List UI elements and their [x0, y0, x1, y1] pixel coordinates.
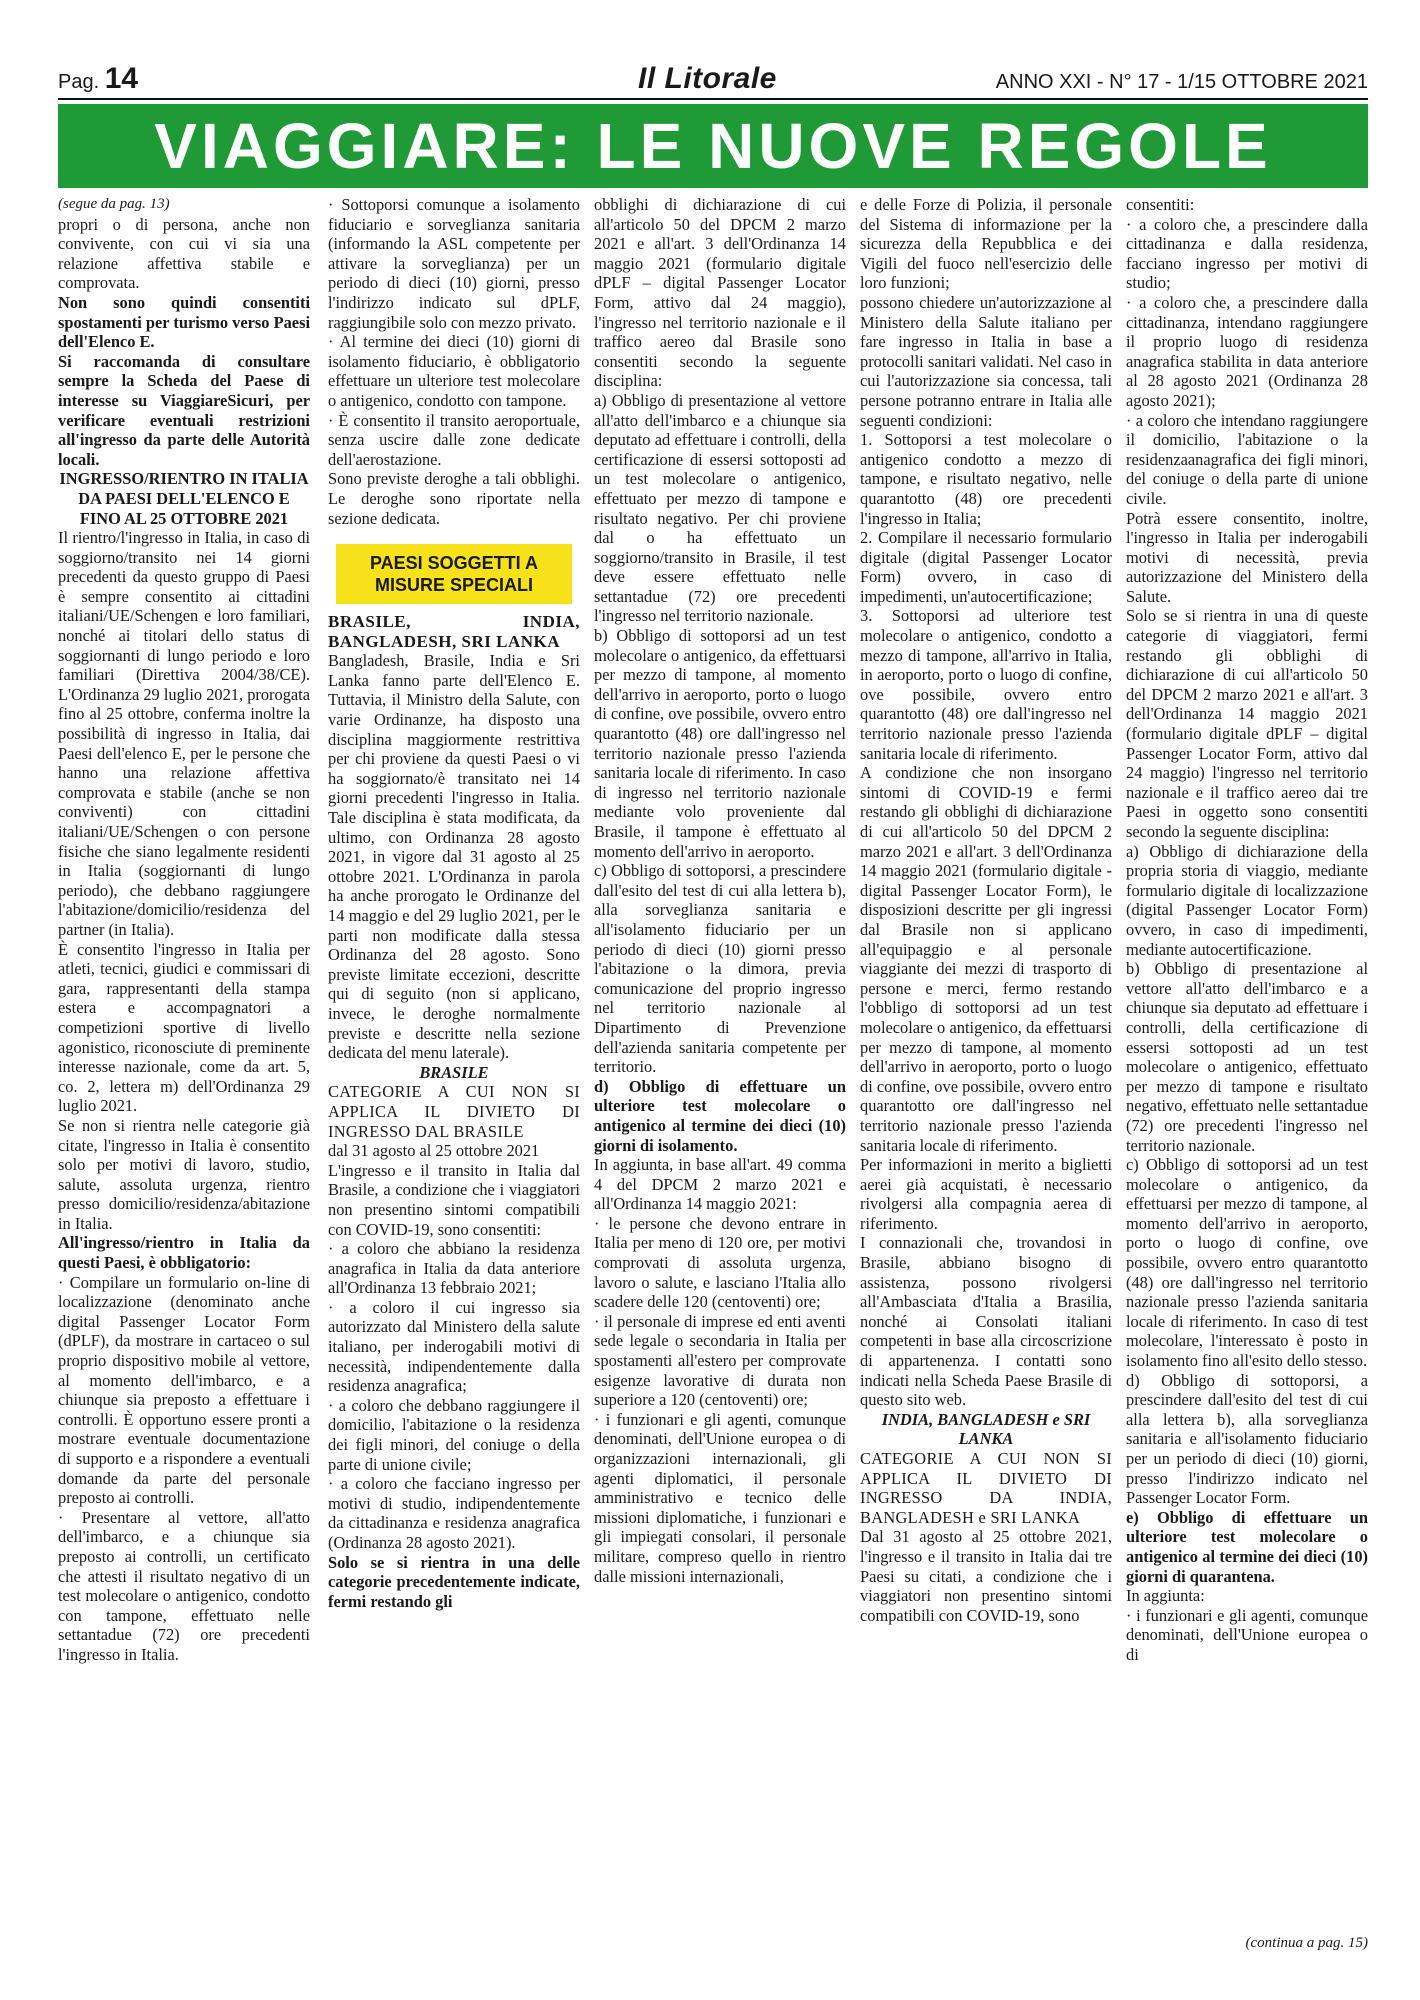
paragraph: · È consentito il transito aeroportuale, senza uscire dalle zone dedicate dell'aerostazione. [328, 410, 580, 469]
paragraph: Solo se si rientra in una di queste categorie di viaggiatori, fermi restando gli obblighi di dichiarazione di cui all'articolo 50 del DPCM 2 marzo 2021 e all'art. 3 dell'Ordinanza 14 maggio 2021 (formulario digitale dPLF – digital Passenger Locator Form, attivo dal 24 maggio) l'ingresso nel territorio nazionale e il traffico aereo dai tre Paesi in oggetto sono consentiti secondo la seguente disciplina: [1126, 606, 1368, 841]
subsection-subtitle: CATEGORIE A CUI NON SI APPLICA IL DIVIETO DI INGRESSO DA INDIA, BANGLADESH e SRI LANKA [860, 1449, 1112, 1527]
header-rule [58, 98, 1368, 100]
paragraph: a) Obbligo di dichiarazione della propria storia di viaggio, mediante formulario digitale di localizzazione (digital Passenger Locator Form) ovvero, in caso di impedimenti, mediante autocertificazione. [1126, 841, 1368, 959]
subsection-title: INDIA, BANGLADESH e SRI LANKA [881, 1409, 1091, 1449]
paragraph: c) Obbligo di sottoporsi, a prescindere dall'esito del test di cui alla lettera b), alla sorveglianza sanitaria e all'isolamento fiduciario per un periodo di dieci (10) giorni presso l'abitazione o la dimora, previa comunicazione del proprio ingresso nel territorio nazionale al Dipartimento di Prevenzione dell'azienda sanitaria competente per territorio. [594, 861, 846, 1077]
paragraph: Il rientro/l'ingresso in Italia, in caso di soggiorno/transito nei 14 giorni precedenti da questo gruppo di Paesi è sempre consentito ai cittadini italiani/UE/Schengen e loro familiari, nonché ai titolari dello status di soggiornanti di lungo periodo e loro familiari (Direttiva 2004/38/CE). L'Ordinanza 29 luglio 2021, prorogata fino al 25 ottobre, conferma inoltre la possibilità di ingresso in Italia, dai Paesi dell'elenco E, per le persone che hanno una relazione affettiva comprovata e stabile (anche se non conviventi) con cittadini italiani/UE/Schengen o con persone fisiche che siano legalmente residenti in Italia (soggiornanti di lungo periodo), che debbano raggiungere l'abitazione/domicilio/residenza del partner (in Italia). [58, 528, 310, 939]
column-3 [594, 195, 846, 1935]
paragraph: In aggiunta, in base all'art. 49 comma 4 del DPCM 2 marzo 2021 e all'Ordinanza 14 maggio 2021: [594, 1155, 846, 1214]
paragraph: d) Obbligo di effettuare un ulteriore test molecolare o antigenico al termine dei dieci (10) giorni di isolamento. [594, 1076, 846, 1155]
column-2 [328, 195, 580, 1935]
paragraph: propri o di persona, anche non convivente, con cui vi sia una relazione affettiva stabile e comprovata. [58, 214, 310, 293]
section-title: INGRESSO/RIENTRO IN ITALIA DA PAESI DELL'ELENCO E FINO AL 25 OTTOBRE 2021 [59, 469, 309, 528]
paragraph: L'ingresso e il transito in Italia dal Brasile, a condizione che i viaggiatori non presentino sintomi compatibili con COVID-19, sono consentiti: [328, 1160, 580, 1239]
paragraph: Solo se si rientra in una delle categorie precedentemente indicate, fermi restando gli [328, 1552, 580, 1611]
paragraph: · Sottoporsi comunque a isolamento fiduciario e sorveglianza sanitaria (informando la ASL competente per attivare la sorveglianza) per un periodo di dieci (10) giorni, presso l'indirizzo indicato sul dPLF, raggiungibile solo con mezzo privato. [328, 195, 580, 332]
column-4 [860, 195, 1112, 1935]
paragraph: · a coloro che facciano ingresso per motivi di studio, indipendentemente da cittadinanza e residenza anagrafica (Ordinanza 28 agosto 2021). [328, 1474, 580, 1552]
paragraph: · Compilare un formulario on-line di localizzazione (denominato anche digital Passenger Locator Form (dPLF), da mostrare in cartaceo o sul proprio dispositivo mobile al vettore, al momento dell'imbarco, e a chiunque sia preposto a effettuare i controlli. È opportuno essere pronti a mostrare eventuale documentazione di supporto e a rispondere a eventuali domande da parte del personale preposto ai controlli. [58, 1272, 310, 1508]
continued-note: (segue da pag. 13) [58, 196, 170, 212]
paragraph: Non sono quindi consentiti spostamenti per turismo verso Paesi dell'Elenco E. [58, 292, 310, 352]
paragraph: A condizione che non insorgano sintomi di COVID-19 e fermi restando gli obblighi di dichiarazione di cui all'articolo 50 del DPCM 2 marzo 2021 e all'art. 3 dell'Ordinanza 14 maggio 2021 (formulario digitale - digital Passenger Locator Form), le disposizioni descritte per gli ingressi dal Brasile non si applicano all'equipaggio e al personale viaggiante dei mezzi di trasporto di persone e merci, fermo restando l'obbligo di sottoporsi ad un test molecolare o antigenico, da effettuarsi per mezzo di tampone, al momento dell'arrivo in aeroporto, porto o luogo di confine, ove possibile, ovvero entro quarantotto ore dall'ingresso nel territorio nazionale presso l'azienda sanitaria locale di riferimento. [860, 763, 1112, 1155]
countries-heading: BRASILE, INDIA, BANGLADESH, SRI LANKA [328, 612, 580, 651]
paragraph: I connazionali che, trovandosi in Brasile, abbiano bisogno di assistenza, possono rivolgersi all'Ambasciata d'Italia a Brasilia, nonché ai Consolati italiani competenti in base alla circoscrizione di appartenenza. I contatti sono indicati nella Scheda Paese Brasile di questo sito web. [860, 1233, 1112, 1410]
continued-footer-note: (continua a pag. 15) [1245, 1935, 1368, 1951]
paragraph: · a coloro che, a prescindere dalla cittadinanza e dalla residenza, facciano ingresso per motivi di studio; [1126, 214, 1368, 293]
paragraph: · i funzionari e gli agenti, comunque denominati, dell'Unione europea o di [1126, 1605, 1368, 1664]
paragraph: d) Obbligo di sottoporsi, a prescindere dall'esito del test di cui alla lettera b), alla sorveglianza sanitaria e all'isolamento fiduciario per un periodo di dieci (10) giorni, presso l'indirizzo indicato nel Passenger Locator Form. [1126, 1370, 1368, 1508]
paragraph: 1. Sottoporsi a test molecolare o antigenico condotto a mezzo di tampone, e risultato negativo, nelle quarantotto (48) ore precedenti l'ingresso in Italia; [860, 430, 1112, 528]
paragraph: obblighi di dichiarazione di cui all'articolo 50 del DPCM 2 marzo 2021 e all'art. 3 dell'Ordinanza 14 maggio 2021 (formulario digitale dPLF – digital Passenger Locator Form, attivo dal 24 maggio), l'ingresso nel territorio nazionale e il traffico aereo dal Brasile sono consentiti secondo la seguente disciplina: [594, 195, 846, 391]
paragraph: · il personale di imprese ed enti aventi sede legale o secondaria in Italia per spostamenti all'estero per comprovate esigenze lavorative di durata non superiore a 120 (centoventi) ore; [594, 1311, 846, 1410]
paragraph: a) Obbligo di presentazione al vettore all'atto dell'imbarco e a chiunque sia deputato ad effettuare i controlli, della certificazione di essersi sottoposti ad un test molecolare o antigenico, effettuato per mezzo di tampone e risultato negativo. Per chi proviene dal o ha effettuato un soggiorno/transito in Brasile, il test deve essere effettuato nelle settantadue (72) ore precedenti l'ingresso nel territorio nazionale. [594, 390, 846, 626]
paragraph: · a coloro che intendano raggiungere il domicilio, l'abitazione o la residenzaanagrafica dei figli minori, del coniuge o della parte di unione civile. [1126, 410, 1368, 508]
paragraph: b) Obbligo di presentazione al vettore all'atto dell'imbarco e a chiunque sia deputato ad effettuare i controlli, della certificazione di essersi sottoposti ad un test molecolare o antigenico, effettuato per mezzo di tampone e risultato negativo, effettuato nelle settantadue (72) ore precedenti l'ingresso nel territorio nazionale. [1126, 959, 1368, 1155]
paragraph: e) Obbligo di effettuare un ulteriore test molecolare o antigenico al termine dei dieci (10) giorni di quarantena. [1126, 1507, 1368, 1586]
subsection-subtitle: CATEGORIE A CUI NON SI APPLICA IL DIVIETO DI INGRESSO DAL BRASILE [328, 1082, 580, 1141]
paragraph: Per informazioni in merito a biglietti aerei già acquistati, è necessario rivolgersi alla compagnia aerea di riferimento. [860, 1155, 1112, 1233]
paragraph: · a coloro il cui ingresso sia autorizzato dal Ministero della salute italiano, per inderogabili motivi di necessità, indipendentemente dalla residenza anagrafica; [328, 1297, 580, 1396]
paragraph: In aggiunta: [1126, 1586, 1205, 1606]
paragraph: e delle Forze di Polizia, il personale del Sistema di informazione per la sicurezza della Repubblica e dei Vigili del fuoco nell'esercizio delle loro funzioni; [860, 195, 1112, 293]
paragraph: 2. Compilare il necessario formulario digitale (digital Passenger Locator Form) ovvero, in caso di impedimenti, un'autocertificazione; [860, 528, 1112, 606]
paragraph: b) Obbligo di sottoporsi ad un test molecolare o antigenico, da effettuarsi per mezzo di tampone, al momento dell'arrivo in aeroporto, porto o luogo di confine, ove possibile, ovvero entro quarantotto (48) ore dall'ingresso nel territorio nazionale presso l'azienda sanitaria locale di riferimento. In caso di ingresso nel territorio nazionale mediante volo proveniente dal Brasile, il tampone è effettuato al momento dell'arrivo in aeroporto. [594, 626, 846, 861]
paragraph: · i funzionari e gli agenti, comunque denominati, dell'Unione europea o di organizzazioni internazionali, gli agenti diplomatici, il personale amministrativo e tecnico delle missioni diplomatiche, i funzionari e gli impiegati consolari, il personale militare, compreso quello in rientro dalle missioni internazionali, [594, 1409, 846, 1586]
paragraph: possono chiedere un'autorizzazione al Ministero della Salute italiano per fare ingresso in Italia in base a protocolli sanitari validati. Nel caso in cui l'autorizzazione sia concessa, tali persone potranno entrare in Italia alle seguenti condizioni: [860, 292, 1112, 430]
paragraph: · Presentare al vettore, all'atto dell'imbarco, e a chiunque sia preposto ai controlli, un certificato che attesti il risultato negativo di un test molecolare o antigenico, condotto con tampone, effettuato nelle settantadue (72) ore precedenti l'ingresso in Italia. [58, 1507, 310, 1664]
paragraph: Se non si rientra nelle categorie già citate, l'ingresso in Italia è consentito solo per motivi di lavoro, studio, salute, assoluta urgenza, rientro presso domicilio/residenza/abitazione in Italia. [58, 1115, 310, 1233]
paragraph: È consentito l'ingresso in Italia per atleti, tecnici, giudici e commissari di gara, rappresentanti della stampa estera e accompagnatori a competizioni sportive di livello agonistico, riconosciute di preminente interesse nazionale, come da art. 5, co. 2, lettera m) dell'Ordinanza 29 luglio 2021. [58, 939, 310, 1116]
highlight-box: PAESI SOGGETTI A MISURE SPECIALI [336, 544, 572, 604]
paragraph: Potrà essere consentito, inoltre, l'ingresso in Italia per inderogabili motivi di necessità, previa autorizzazione del Ministero della Salute. [1126, 508, 1368, 606]
column-5 [1126, 195, 1368, 1935]
paragraph: dal 31 agosto al 25 ottobre 2021 [328, 1141, 540, 1161]
paragraph: 3. Sottoporsi ad ulteriore test molecolare o antigenico, condotto a mezzo di tampone, all'arrivo in Italia, in aeroporto, porto o luogo di confine, ove possibile, ovvero entro quarantotto (48) ore dall'ingresso nel territorio nazionale presso l'azienda sanitaria locale di riferimento. [860, 606, 1112, 763]
page-header [58, 62, 1368, 96]
paragraph: Dal 31 agosto al 25 ottobre 2021, l'ingresso e il transito in Italia dai tre Paesi su citati, a condizione che i viaggiatori non presentino sintomi compatibili con COVID-19, sono [860, 1527, 1112, 1625]
banner-title: VIAGGIARE: LE NUOVE REGOLE [154, 110, 1272, 182]
paragraph: · Al termine dei dieci (10) giorni di isolamento fiduciario, è obbligatorio effettuare un ulteriore test molecolare o antigenico, condotto con tampone. [328, 332, 580, 410]
page-number-label: Pag. 14 [58, 62, 139, 95]
paragraph: · a coloro che debbano raggiungere il domicilio, l'abitazione o la residenza dei figli minori, del coniuge o della parte di unione civile; [328, 1395, 580, 1474]
issue-info: ANNO XXI - N° 17 - 1/15 OTTOBRE 2021 [995, 71, 1368, 93]
section-banner [58, 104, 1368, 188]
paragraph: c) Obbligo di sottoporsi ad un test molecolare o antigenico, da effettuarsi per mezzo di tampone, al momento dell'arrivo in aeroporto, porto o luogo di confine, ove possibile, ovvero entro quarantotto (48) ore dall'ingresso nel territorio nazionale presso l'azienda sanitaria locale di riferimento. In caso di test molecolare, l'interessato è posto in isolamento fino all'esito dello stesso. [1126, 1155, 1368, 1371]
paragraph: consentiti: [1126, 195, 1195, 214]
newspaper-title: Il Litorale [638, 62, 777, 95]
paragraph: Bangladesh, Brasile, India e Sri Lanka fanno parte dell'Elenco E. Tuttavia, il Ministro della Salute, con varie Ordinanze, ha disposto una disciplina maggiormente restrittiva per chi proviene da questi Paesi o vi ha soggiornato/è transitato nei 14 giorni precedenti l'ingresso in Italia. Tale disciplina è stata modificata, da ultimo, con Ordinanza 28 agosto 2021, in vigore dal 31 agosto al 25 ottobre 2021. L'Ordinanza in parola ha anche prorogato le Ordinanze del 14 maggio e del 29 luglio 2021, per le parti non modificate dalla stessa Ordinanza del 28 agosto. Sono previste limitate eccezioni, descritte qui di seguito (non si applicano, invece, le deroghe normalmente previste e descritte nella sezione dedicata del menu laterale). [328, 651, 580, 1063]
page-number: 14 [104, 62, 139, 95]
subsection-title: BRASILE [419, 1062, 489, 1082]
paragraph: All'ingresso/rientro in Italia da questi Paesi, è obbligatorio: [58, 1233, 310, 1273]
paragraph: Sono previste deroghe a tali obblighi. Le deroghe sono riportate nella sezione dedicata. [328, 469, 580, 528]
paragraph: · a coloro che, a prescindere dalla cittadinanza, intendano raggiungere il proprio luogo di residenza anagrafica stabilita in data anteriore al 28 agosto 2021 (Ordinanza 28 agosto 2021); [1126, 292, 1368, 410]
paragraph: Si raccomanda di consultare sempre la Scheda del Paese di interesse su ViaggiareSicuri, per verificare eventuali restrizioni all'ingresso da parte delle Autorità locali. [58, 351, 310, 469]
paragraph: · le persone che devono entrare in Italia per meno di 120 ore, per motivi comprovati di assoluta urgenza, lavoro o salute, e lasciano l'Italia allo scadere delle 120 (centoventi) ore; [594, 1213, 846, 1312]
column-1 [58, 195, 310, 1935]
paragraph: · a coloro che abbiano la residenza anagrafica in Italia da data anteriore all'Ordinanza 13 febbraio 2021; [328, 1239, 580, 1298]
